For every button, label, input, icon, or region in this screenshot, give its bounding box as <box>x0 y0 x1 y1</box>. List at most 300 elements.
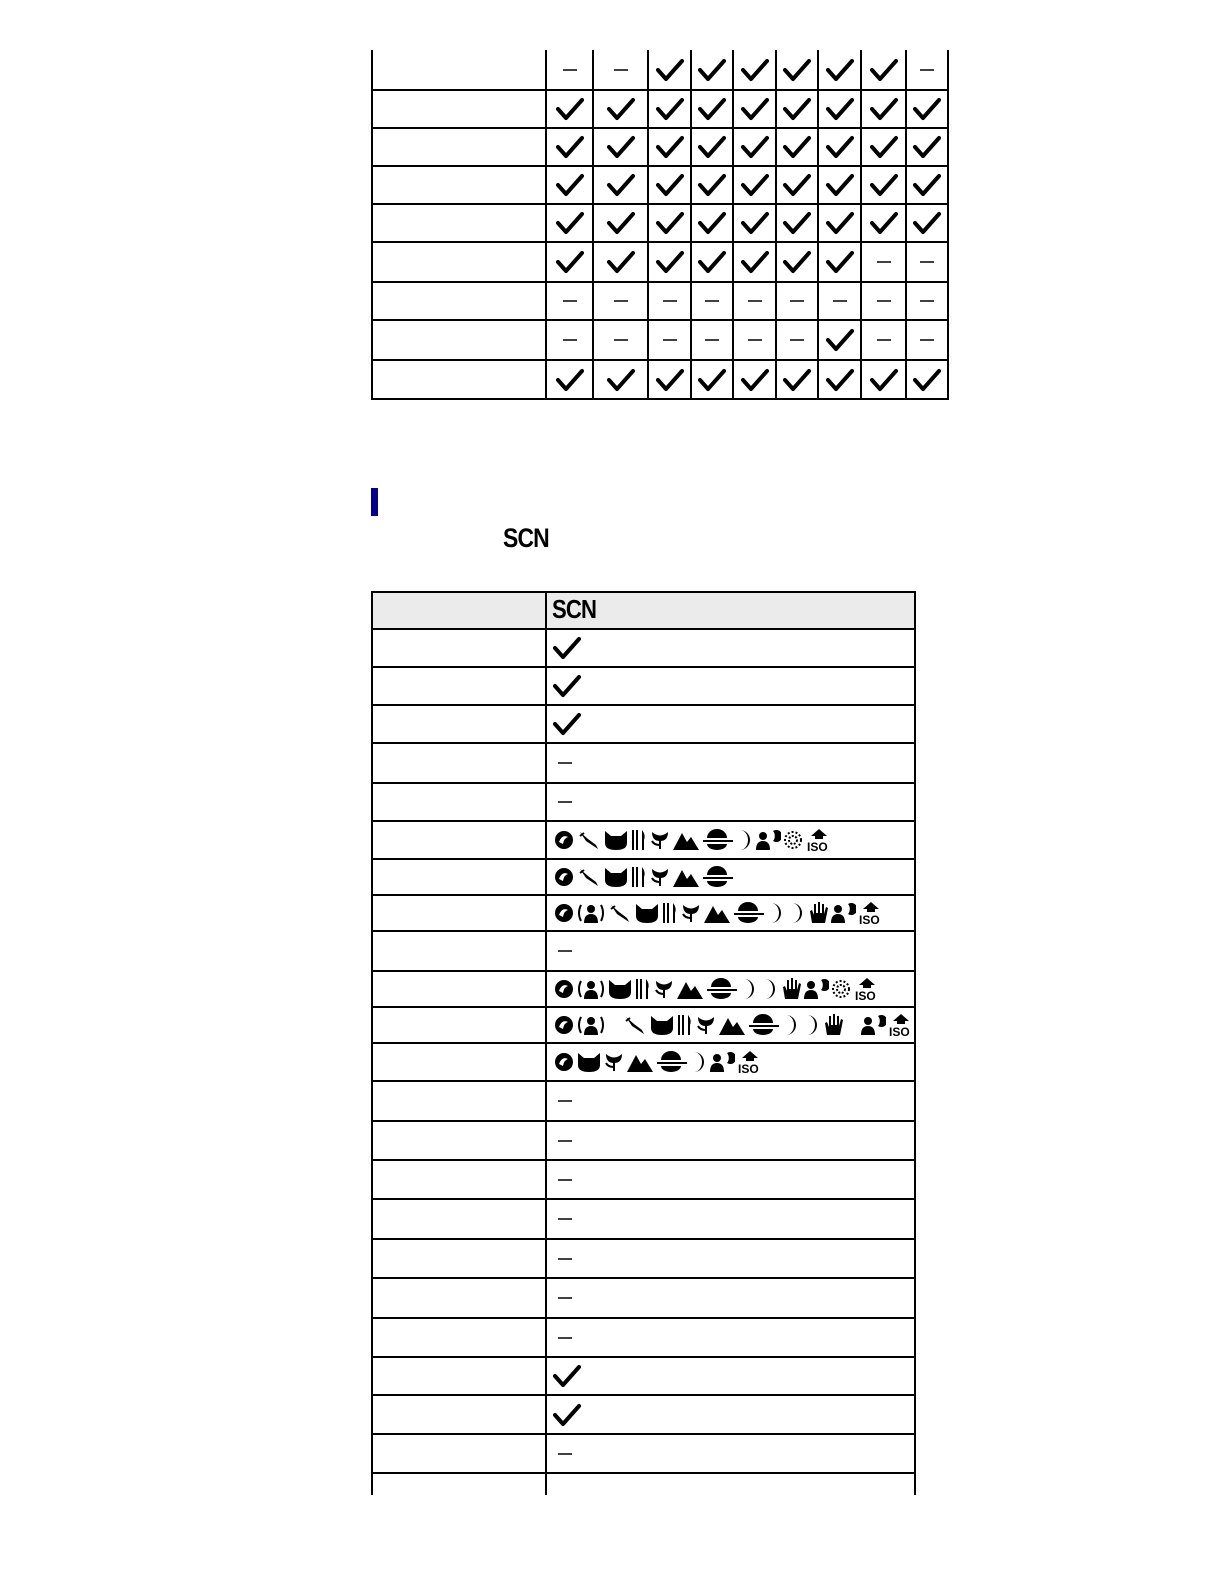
fireworks-icon <box>782 829 804 851</box>
pet-icon <box>603 866 629 888</box>
high-sensitivity-icon <box>853 977 881 1001</box>
high-sensitivity-icon <box>857 901 885 925</box>
soft-skin-icon <box>553 902 575 924</box>
check-cell <box>733 90 776 128</box>
row-label-cell <box>372 360 546 399</box>
dash-icon <box>557 1217 573 1221</box>
check-cell <box>776 50 818 90</box>
gourmet-icon <box>676 1014 694 1036</box>
check-cell <box>818 320 861 360</box>
check-cell <box>861 50 906 90</box>
spacer <box>607 1014 621 1036</box>
landscape-icon <box>703 902 731 924</box>
dash-icon <box>832 299 848 303</box>
dash-icon <box>876 260 892 264</box>
check-cell <box>776 242 818 282</box>
check-mark-icon <box>556 211 584 235</box>
check-cell <box>906 204 948 242</box>
check-mark-icon <box>553 674 581 698</box>
scn-cell <box>547 1013 915 1037</box>
table-row <box>547 706 915 742</box>
check-mark-icon <box>826 328 854 352</box>
check-cell <box>906 128 948 166</box>
dash-icon <box>919 299 935 303</box>
check-cell <box>733 242 776 282</box>
dash-icon <box>662 338 678 342</box>
check-cell <box>691 128 733 166</box>
table-row <box>371 282 949 320</box>
table-row <box>371 50 949 90</box>
night-portrait-icon <box>830 902 856 924</box>
check-cell <box>906 90 948 128</box>
scene-selection-heading: SCN <box>503 523 549 553</box>
macro-icon <box>649 829 671 851</box>
night-portrait-icon <box>860 1014 886 1036</box>
check-cell <box>906 166 948 204</box>
scn-cell <box>547 901 885 925</box>
check-cell <box>818 204 861 242</box>
scn-column-header: SCN <box>552 594 597 624</box>
check-cell <box>546 204 593 242</box>
check-mark-icon <box>607 211 635 235</box>
row-label-cell <box>372 128 546 166</box>
dash-cell <box>818 282 861 320</box>
check-mark-icon <box>741 211 769 235</box>
check-mark-icon <box>741 135 769 159</box>
check-cell <box>593 360 648 399</box>
dash-icon <box>919 68 935 72</box>
check-cell <box>648 90 691 128</box>
dash-cell <box>776 320 818 360</box>
table-row <box>371 242 949 282</box>
high-sensitivity-icon <box>805 828 833 852</box>
check-mark-icon <box>741 173 769 197</box>
dash-cell <box>906 242 948 282</box>
table-row <box>547 822 915 858</box>
dash-icon <box>613 299 629 303</box>
check-mark-icon <box>553 712 581 736</box>
check-cell <box>776 166 818 204</box>
dash-icon <box>562 299 578 303</box>
check-cell <box>648 360 691 399</box>
soft-skin-icon <box>553 829 575 851</box>
check-cell <box>546 360 593 399</box>
macro-icon <box>680 902 702 924</box>
check-mark-icon <box>607 250 635 274</box>
table-row <box>371 360 949 399</box>
table-row <box>371 128 949 166</box>
dash-cell <box>733 282 776 320</box>
dash-cell <box>861 242 906 282</box>
scn-cell <box>547 1050 764 1074</box>
macro-icon <box>649 866 671 888</box>
landscape-icon <box>672 829 700 851</box>
check-mark-icon <box>607 135 635 159</box>
table-row <box>547 860 915 894</box>
scn-cell <box>547 1364 581 1388</box>
night-portrait-icon <box>803 978 829 1000</box>
dash-icon <box>662 299 678 303</box>
night-portrait-icon <box>755 829 781 851</box>
dash-cell <box>593 320 648 360</box>
check-cell <box>733 204 776 242</box>
dash-icon <box>704 338 720 342</box>
check-cell <box>733 360 776 399</box>
check-mark-icon <box>783 211 811 235</box>
sunset-icon <box>732 902 764 924</box>
dash-cell <box>776 282 818 320</box>
row-label-cell <box>372 320 546 360</box>
dash-icon <box>919 260 935 264</box>
table-row <box>371 166 949 204</box>
soft-skin-icon <box>553 978 575 1000</box>
table-row <box>371 90 949 128</box>
table-row <box>547 1161 915 1198</box>
check-mark-icon <box>656 250 684 274</box>
scn-cell <box>547 949 573 953</box>
check-cell <box>648 128 691 166</box>
dash-icon <box>919 338 935 342</box>
dash-icon <box>789 338 805 342</box>
scn-cell <box>547 828 833 852</box>
check-mark-icon <box>556 368 584 392</box>
table-row <box>547 1122 915 1159</box>
pet-icon <box>576 1051 602 1073</box>
dash-icon <box>789 299 805 303</box>
check-cell <box>648 166 691 204</box>
table-row <box>547 744 915 782</box>
dash-cell <box>648 282 691 320</box>
soft-snap-icon <box>607 902 633 924</box>
check-cell <box>818 90 861 128</box>
macro-icon <box>603 1051 625 1073</box>
table-row <box>547 896 915 930</box>
dash-icon <box>562 338 578 342</box>
check-mark-icon <box>698 250 726 274</box>
check-mark-icon <box>656 97 684 121</box>
check-mark-icon <box>870 173 898 197</box>
check-cell <box>593 204 648 242</box>
pet-icon <box>649 1014 675 1036</box>
night-scene-icon <box>786 902 806 924</box>
scn-cell <box>547 1452 573 1456</box>
check-cell <box>648 242 691 282</box>
check-cell <box>593 90 648 128</box>
compatibility-table-1 <box>371 50 949 400</box>
check-mark-icon <box>556 97 584 121</box>
check-mark-icon <box>698 211 726 235</box>
row-label-cell <box>372 50 546 90</box>
check-cell <box>818 166 861 204</box>
scn-cell <box>547 761 573 765</box>
landscape-icon <box>626 1051 654 1073</box>
dash-icon <box>557 1336 573 1340</box>
svg-text:ISO: ISO <box>855 989 876 1001</box>
svg-text:ISO: ISO <box>889 1025 910 1037</box>
table-row <box>547 932 915 970</box>
check-cell <box>691 242 733 282</box>
dash-cell <box>733 320 776 360</box>
scn-cell <box>547 1336 573 1340</box>
scn-cell <box>547 636 581 660</box>
sunset-icon <box>701 829 733 851</box>
dash-icon <box>557 949 573 953</box>
check-cell <box>861 166 906 204</box>
check-mark-icon <box>698 135 726 159</box>
check-mark-icon <box>741 97 769 121</box>
check-mark-icon <box>783 135 811 159</box>
row-label-cell <box>372 242 546 282</box>
macro-icon <box>695 1014 717 1036</box>
night-scene-icon <box>738 978 758 1000</box>
scn-cell <box>547 1139 573 1143</box>
check-cell <box>546 166 593 204</box>
scn-cell <box>547 1296 573 1300</box>
check-mark-icon <box>826 250 854 274</box>
table-row <box>547 1474 915 1494</box>
check-mark-icon <box>870 135 898 159</box>
scn-cell <box>547 1099 573 1103</box>
check-cell <box>691 50 733 90</box>
check-mark-icon <box>556 135 584 159</box>
dash-icon <box>876 299 892 303</box>
check-mark-icon <box>553 636 581 660</box>
scn-cell <box>547 800 573 804</box>
check-mark-icon <box>826 368 854 392</box>
scn-cell <box>547 712 581 736</box>
table-row <box>547 1008 915 1042</box>
gourmet-icon <box>630 866 648 888</box>
row-label-cell <box>372 166 546 204</box>
hand-held-twilight-icon <box>807 901 829 925</box>
check-cell <box>776 204 818 242</box>
gourmet-icon <box>634 978 652 1000</box>
dash-cell <box>593 282 648 320</box>
check-cell <box>648 204 691 242</box>
check-mark-icon <box>783 97 811 121</box>
check-mark-icon <box>607 173 635 197</box>
high-sensitivity-icon <box>736 1050 764 1074</box>
sunset-icon <box>747 1014 779 1036</box>
scn-cell <box>547 1217 573 1221</box>
check-mark-icon <box>913 211 941 235</box>
check-mark-icon <box>870 368 898 392</box>
soft-skin-icon <box>553 1014 575 1036</box>
check-mark-icon <box>656 211 684 235</box>
gourmet-icon <box>661 902 679 924</box>
check-mark-icon <box>913 135 941 159</box>
check-cell <box>776 90 818 128</box>
pet-icon <box>634 902 660 924</box>
check-mark-icon <box>870 58 898 82</box>
check-mark-icon <box>826 97 854 121</box>
scn-cell <box>547 977 881 1001</box>
table-row <box>547 1279 915 1317</box>
check-mark-icon <box>553 1403 581 1427</box>
table-row <box>547 630 915 666</box>
check-mark-icon <box>556 173 584 197</box>
check-mark-icon <box>556 250 584 274</box>
table-row <box>547 1358 915 1394</box>
table-row <box>547 784 915 820</box>
check-mark-icon <box>553 1364 581 1388</box>
check-mark-icon <box>607 368 635 392</box>
check-mark-icon <box>826 211 854 235</box>
section-marker <box>371 488 378 516</box>
check-cell <box>733 166 776 204</box>
check-cell <box>593 128 648 166</box>
check-cell <box>546 128 593 166</box>
dash-icon <box>562 68 578 72</box>
check-mark-icon <box>913 97 941 121</box>
dash-icon <box>613 68 629 72</box>
check-cell <box>593 166 648 204</box>
night-portrait-icon <box>709 1051 735 1073</box>
dash-icon <box>557 800 573 804</box>
dash-cell <box>546 282 593 320</box>
check-mark-icon <box>698 97 726 121</box>
dash-icon <box>613 338 629 342</box>
check-cell <box>733 128 776 166</box>
check-mark-icon <box>783 250 811 274</box>
check-cell <box>593 242 648 282</box>
check-mark-icon <box>607 97 635 121</box>
table-row <box>547 1396 915 1433</box>
dash-cell <box>593 50 648 90</box>
table-row <box>547 1240 915 1277</box>
dash-icon <box>557 1452 573 1456</box>
soft-snap-icon <box>622 1014 648 1036</box>
check-cell <box>776 128 818 166</box>
night-scene-icon <box>759 978 779 1000</box>
table-row <box>547 1044 915 1080</box>
svg-text:ISO: ISO <box>859 913 880 925</box>
soft-snap-icon <box>576 829 602 851</box>
dash-icon <box>747 338 763 342</box>
check-cell <box>818 128 861 166</box>
anti-motion-blur-icon <box>576 902 606 924</box>
table-row <box>371 320 949 360</box>
check-cell <box>648 50 691 90</box>
check-cell <box>861 204 906 242</box>
night-scene-icon <box>688 1051 708 1073</box>
check-mark-icon <box>656 368 684 392</box>
check-mark-icon <box>870 211 898 235</box>
check-mark-icon <box>698 58 726 82</box>
hand-held-twilight-icon <box>780 977 802 1001</box>
row-label-cell <box>372 204 546 242</box>
check-cell <box>818 242 861 282</box>
check-cell <box>691 90 733 128</box>
sunset-icon <box>705 978 737 1000</box>
pet-icon <box>607 978 633 1000</box>
check-cell <box>861 90 906 128</box>
row-label-cell <box>372 282 546 320</box>
check-cell <box>861 360 906 399</box>
dash-cell <box>906 50 948 90</box>
check-mark-icon <box>656 135 684 159</box>
dash-icon <box>557 1296 573 1300</box>
check-cell <box>906 360 948 399</box>
hand-held-twilight-icon <box>822 1013 844 1037</box>
check-cell <box>818 50 861 90</box>
night-scene-icon <box>765 902 785 924</box>
dash-icon <box>557 1178 573 1182</box>
gourmet-icon <box>630 829 648 851</box>
check-mark-icon <box>741 368 769 392</box>
soft-skin-icon <box>553 1051 575 1073</box>
dash-cell <box>691 282 733 320</box>
check-cell <box>691 360 733 399</box>
check-mark-icon <box>826 135 854 159</box>
dash-icon <box>557 1257 573 1261</box>
check-cell <box>546 242 593 282</box>
row-label-cell <box>372 90 546 128</box>
check-cell <box>861 128 906 166</box>
anti-motion-blur-icon <box>576 978 606 1000</box>
check-cell <box>691 166 733 204</box>
check-mark-icon <box>656 173 684 197</box>
dash-cell <box>906 282 948 320</box>
scene-selection-table <box>371 591 916 1495</box>
check-mark-icon <box>783 173 811 197</box>
dash-icon <box>557 1099 573 1103</box>
dash-cell <box>861 282 906 320</box>
check-mark-icon <box>913 173 941 197</box>
fireworks-icon <box>830 978 852 1000</box>
table-row <box>371 204 949 242</box>
scn-cell <box>547 1178 573 1182</box>
table-row <box>547 972 915 1006</box>
check-mark-icon <box>741 250 769 274</box>
soft-skin-icon <box>553 866 575 888</box>
dash-cell <box>906 320 948 360</box>
high-sensitivity-icon <box>887 1013 915 1037</box>
dash-icon <box>557 761 573 765</box>
dash-icon <box>876 338 892 342</box>
landscape-icon <box>672 866 700 888</box>
dash-icon <box>704 299 720 303</box>
night-scene-icon <box>734 829 754 851</box>
check-mark-icon <box>783 58 811 82</box>
scn-cell <box>547 1257 573 1261</box>
table-row <box>547 1082 915 1120</box>
check-cell <box>546 90 593 128</box>
dash-cell <box>648 320 691 360</box>
check-mark-icon <box>698 368 726 392</box>
sunset-icon <box>701 866 733 888</box>
dash-cell <box>861 320 906 360</box>
pet-icon <box>603 829 629 851</box>
svg-text:ISO: ISO <box>738 1062 759 1074</box>
check-mark-icon <box>656 58 684 82</box>
dash-icon <box>557 1139 573 1143</box>
dash-cell <box>546 50 593 90</box>
anti-motion-blur-icon <box>576 1014 606 1036</box>
table-row <box>547 668 915 704</box>
dash-cell <box>691 320 733 360</box>
night-scene-icon <box>801 1014 821 1036</box>
scn-cell <box>547 674 581 698</box>
landscape-icon <box>718 1014 746 1036</box>
check-mark-icon <box>913 368 941 392</box>
spacer <box>845 1014 859 1036</box>
check-cell <box>776 360 818 399</box>
sunset-icon <box>655 1051 687 1073</box>
table-row <box>547 1435 915 1472</box>
check-cell <box>818 360 861 399</box>
table-row <box>547 1200 915 1238</box>
